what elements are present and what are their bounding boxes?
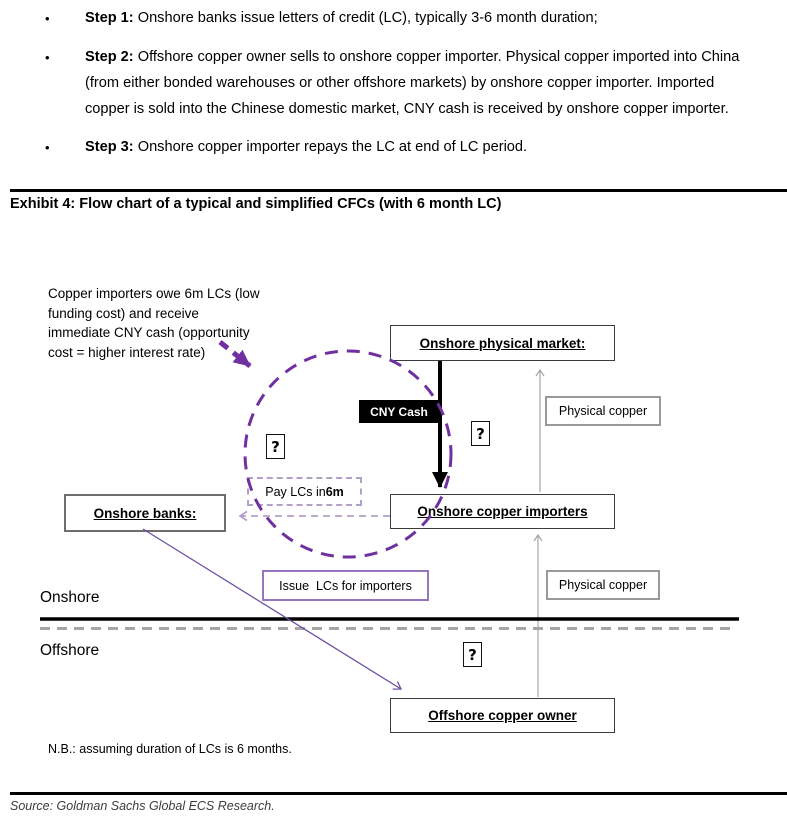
flow-label-cny-cash: CNY Cash <box>359 400 439 423</box>
circle-annotation-text: Copper importers owe 6m LCs (low funding cost) and receive immediate CNY cash (opportunity cost = higher interest rate) <box>48 286 260 360</box>
node-label: Onshore physical market: <box>419 335 586 351</box>
list-item-step-1 <box>45 6 755 32</box>
step-3-body: Onshore copper importer repays the LC at end of LC period. <box>137 139 528 156</box>
bullet-icon: • <box>45 50 50 65</box>
step-3-label: Step 3: <box>85 139 134 156</box>
list-item-step-2 <box>45 45 755 122</box>
node-onshore-banks <box>64 494 226 532</box>
flow-label-physical-copper-bottom: Physical copper <box>546 570 660 600</box>
exhibit-top-rule <box>10 189 787 192</box>
node-onshore-copper-importers <box>390 494 615 529</box>
node-onshore-physical-market <box>390 325 615 361</box>
step-2-label: Step 2: <box>85 49 134 65</box>
steps-list <box>45 6 755 174</box>
bullet-icon: • <box>45 140 50 156</box>
list-item-step-3 <box>45 135 755 161</box>
flow-label-physical-copper-top: Physical copper <box>545 396 661 426</box>
node-label: Onshore copper importers <box>417 504 588 519</box>
region-label-onshore: Onshore <box>40 589 100 606</box>
question-mark-box-circle: ? <box>266 434 285 459</box>
region-label-offshore: Offshore <box>40 642 100 659</box>
step-1-body: Onshore banks issue letters of credit (LC), typically 3-6 month duration; <box>137 10 598 26</box>
flow-label-pay-lcs <box>247 477 362 506</box>
bullet-icon: • <box>45 11 50 26</box>
node-offshore-copper-owner <box>390 698 615 733</box>
step-2-body: Offshore copper owner sells to onshore copper importer. Physical copper imported into China (from either bonded warehouses or other offshore markets) by onshore copper importer. Imported copper is sold into the Chinese domestic market, CNY cash is received by onshore copper importer. <box>85 49 740 117</box>
question-mark-box-offshore: ? <box>463 642 482 667</box>
flow-label-issue-lcs: Issue LCs for importers <box>262 570 429 601</box>
node-label: Offshore copper owner <box>428 708 577 723</box>
pay-lcs-prefix: Pay LCs in <box>265 484 326 499</box>
exhibit-title: Exhibit 4: Flow chart of a typical and simplified CFCs (with 6 month LC) <box>10 196 502 212</box>
step-1-label: Step 1: <box>85 10 134 26</box>
step-2-text <box>85 45 753 122</box>
source-line: Source: Goldman Sachs Global ECS Research. <box>10 799 275 813</box>
issue-lcs-arrow <box>143 529 401 689</box>
step-1-text <box>85 6 753 32</box>
step-3-text <box>85 135 753 161</box>
pay-lcs-duration: 6m <box>325 484 344 499</box>
node-label: Onshore banks: <box>93 505 197 521</box>
question-mark-box-cny: ? <box>471 421 490 446</box>
footer-rule <box>10 792 787 795</box>
nb-note: N.B.: assuming duration of LCs is 6 months. <box>48 742 292 756</box>
